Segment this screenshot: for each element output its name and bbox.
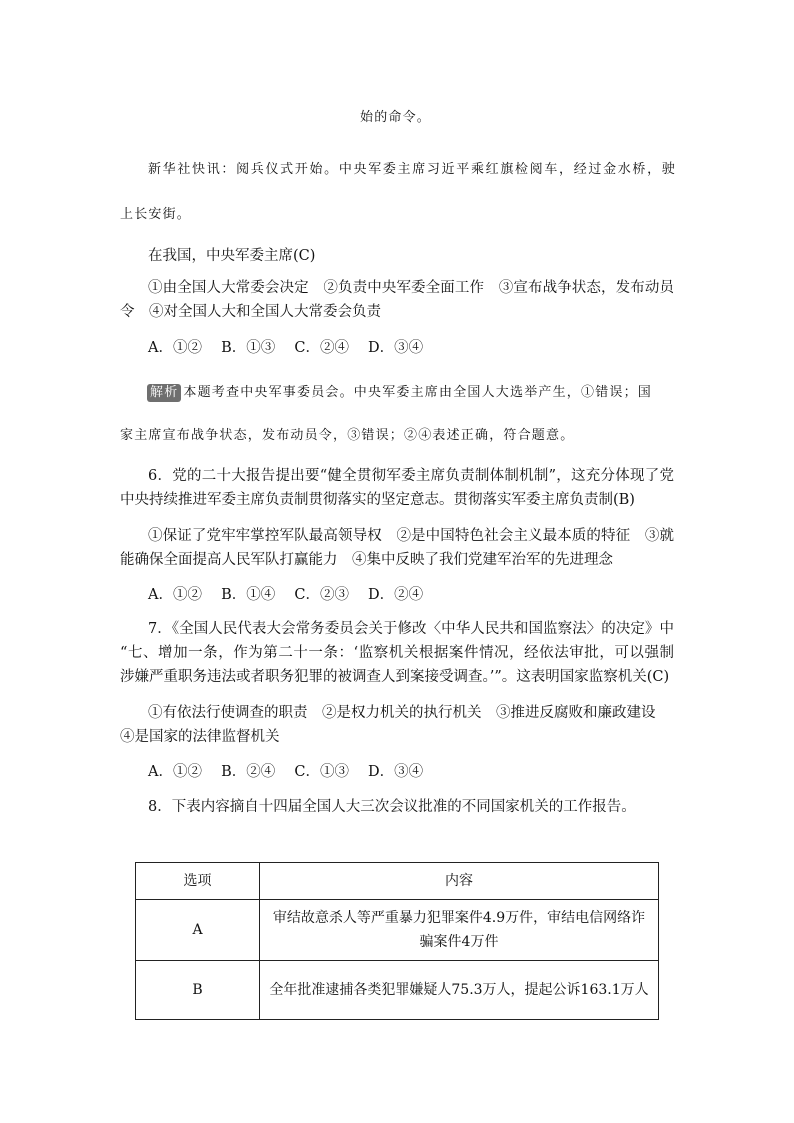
question-7-stem: “七、增加一条，作为第二十一条：‘监察机关根据案件情况，经依法审批，可以强制 [120, 645, 674, 661]
table-header-row [136, 863, 659, 900]
question-stem: 在我国，中央军委主席(C) [148, 248, 316, 264]
answer-choices: A．①② B．②④ C．①③ D．③④ [148, 764, 424, 780]
table-cell-option: B [136, 961, 260, 1020]
text-line: 新华社快讯：阅兵仪式开始。中央军委主席习近平乘红旗检阅车，经过金水桥，驶 [148, 162, 676, 177]
table-row [136, 900, 659, 961]
text-line: 始的命令。 [360, 110, 432, 125]
question-6-options: ①保证了党牢牢掌控军队最高领导权 ②是中国特色社会主义最本质的特征 ③就 [148, 528, 674, 544]
table-cell-content: 全年批准逮捕各类犯罪嫌疑人75.3万人，提起公诉163.1万人 [260, 961, 659, 1020]
answer-choices: A．①② B．①④ C．②③ D．②④ [148, 587, 424, 603]
table-header-cell: 内容 [260, 863, 659, 900]
analysis-badge: 解析 [147, 384, 181, 402]
question-6-stem: 6．党的二十大报告提出要“健全贯彻军委主席负责制体制机制”，这充分体现了党 [148, 468, 674, 484]
question-8-stem: 8．下表内容摘自十四届全国人大三次会议批准的不同国家机关的工作报告。 [148, 799, 636, 815]
table-cell-content: 审结故意杀人等严重暴力犯罪案件4.9万件，审结电信网络诈骗案件4万件 [260, 900, 659, 961]
table-header-cell: 选项 [136, 863, 260, 900]
question-6-stem: 中央持续推进军委主席负责制贯彻落实的坚定意志。贯彻落实军委主席负责制(B) [120, 492, 635, 508]
analysis-text: 本题考查中央军事委员会。中央军委主席由全国人大选举产生，①错误；国 [183, 385, 653, 400]
table-row [136, 961, 659, 1020]
question-7-stem: 涉嫌严重职务违法或者职务犯罪的被调查人到案接受调查。’”。这表明国家监察机关(C) [120, 669, 670, 685]
question-7-stem: 7．《全国人民代表大会常务委员会关于修改〈中华人民共和国监察法〉的决定》中 [148, 621, 674, 637]
question-6-options: 能确保全面提高人民军队打赢能力 ④集中反映了我们党建军治军的先进理念 [120, 552, 613, 568]
report-table [135, 862, 659, 1020]
question-7-options: ①有依法行使调查的职责 ②是权力机关的执行机关 ③推进反腐败和廉政建设 [148, 705, 656, 721]
question-7-options: ④是国家的法律监督机关 [120, 729, 280, 745]
answer-choices: A．①② B．①③ C．②④ D．③④ [148, 340, 424, 356]
text-line: 上长安街。 [120, 207, 192, 222]
analysis-line: 家主席宣布战争状态，发布动员令，③错误；②④表述正确，符合题意。 [120, 428, 575, 443]
question-options: 令 ④对全国人大和全国人大常委会负责 [120, 304, 381, 320]
table-cell-option: A [136, 900, 260, 961]
analysis-line [147, 383, 652, 403]
question-options: ①由全国人大常委会决定 ②负责中央军委全面工作 ③宣布战争状态，发布动员 [148, 280, 674, 296]
